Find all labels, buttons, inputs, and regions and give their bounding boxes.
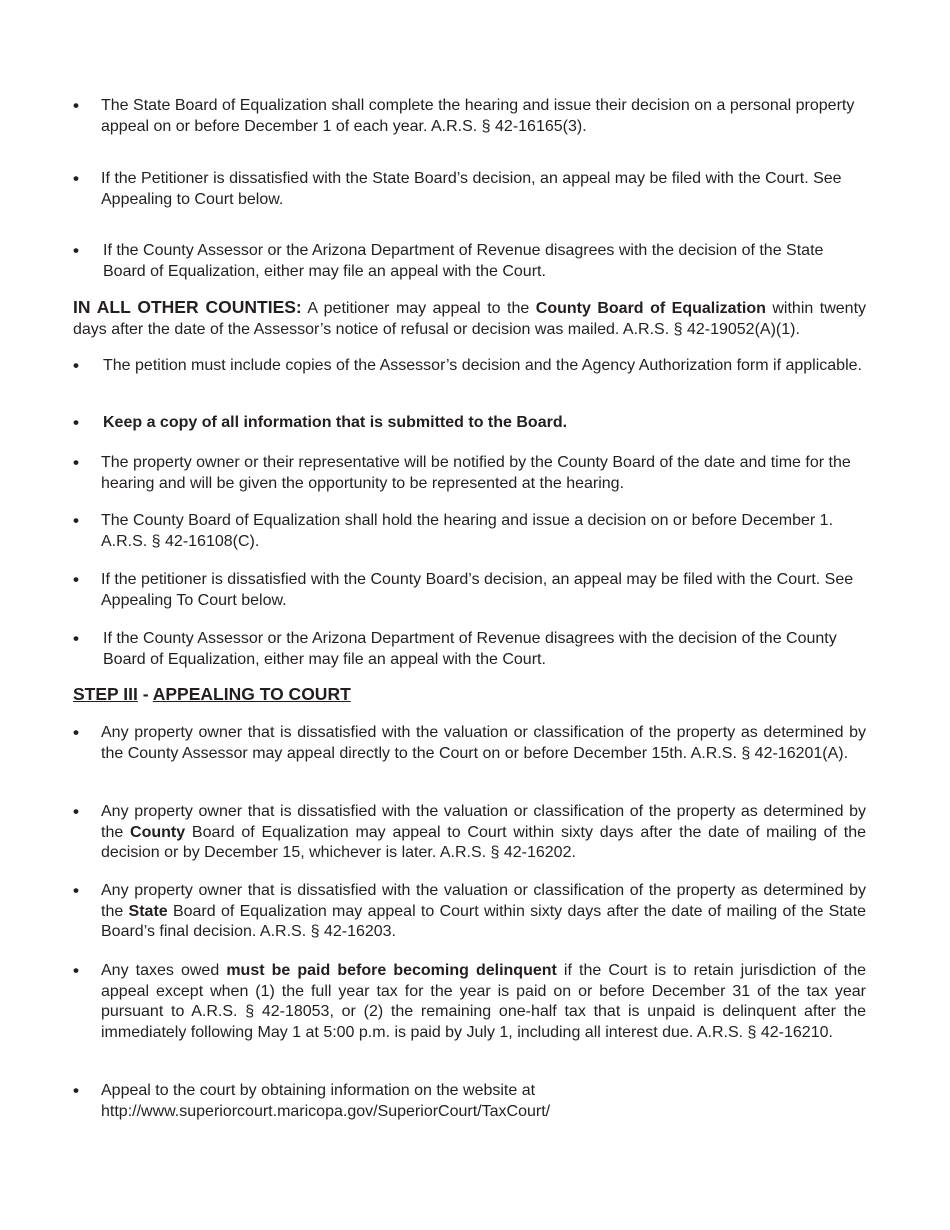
text-run: Board of Equalization may appeal to Court within sixty days after the date of mailing of the State Board’s final decision. A.R.S. § 42-16203. — [101, 902, 867, 940]
list-item-text: If the County Assessor or the Arizona Department of Revenue disagrees with the decision of the County Board of Equalization, either may file an appeal with the Court. — [103, 630, 837, 668]
bullet-marker: • — [73, 881, 79, 900]
list-item — [73, 169, 866, 210]
bullet-marker: • — [73, 241, 79, 260]
list-item — [73, 881, 866, 943]
bullet-marker: • — [73, 570, 79, 589]
list-item — [73, 241, 866, 282]
list-item — [73, 570, 866, 611]
other-counties-heading: IN ALL OTHER COUNTIES: — [73, 297, 302, 317]
list-item — [73, 96, 866, 137]
bold-term: County Board of Equalization — [535, 300, 766, 317]
list-item — [73, 511, 866, 552]
list-item-text: If the County Assessor or the Arizona Department of Revenue disagrees with the decision of the State Board of Equalization, either may file an appeal with the Court. — [103, 242, 824, 280]
list-item — [73, 961, 866, 1043]
list-item-text: If the Petitioner is dissatisfied with the State Board’s decision, an appeal may be filed with the Court. See Appealing to Court below. — [101, 170, 842, 208]
step3-label: STEP III — [73, 684, 138, 704]
list-item — [73, 453, 866, 494]
list-item-text — [101, 881, 866, 943]
bullet-marker: • — [73, 723, 79, 742]
bold-term: must be paid before becoming delinquent — [226, 962, 557, 979]
text-run: Any property owner that is dissatisfied with the valuation or classification of the property as determined by the — [101, 803, 866, 841]
step3-heading — [73, 684, 351, 705]
list-item-text: Any property owner that is dissatisfied with the valuation or classification of the property as determined by the County Assessor may appeal directly to the Court on or before December 15th. A.R.S. § 42-16201(A). — [101, 724, 866, 762]
bullet-marker: • — [73, 511, 79, 530]
list-item — [73, 356, 866, 377]
list-item-text: The property owner or their representative will be notified by the County Board of the date and time for the hearing and will be given the opportunity to be represented at the hearing. — [101, 454, 851, 492]
step3-separator: - — [137, 684, 153, 704]
bullet-marker: • — [73, 169, 79, 188]
list-item-text — [101, 1081, 866, 1122]
bold-term: County — [130, 823, 186, 841]
bold-term: State — [128, 902, 168, 920]
bullet-marker: • — [73, 356, 79, 375]
step3-title: APPEALING TO COURT — [152, 684, 351, 704]
bullet-marker: • — [73, 413, 79, 432]
text-run: Appeal to the court by obtaining information on the website at — [101, 1082, 536, 1099]
bullet-marker: • — [73, 96, 79, 115]
paragraph-text: within twenty days after the date of the Assessor’s notice of refusal or decision was mailed. A.R.S. § 42-19052(A)(1). — [73, 300, 867, 338]
tax-court-url: http://www.superiorcourt.maricopa.gov/SuperiorCourt/TaxCourt/ — [101, 1102, 551, 1120]
list-item — [73, 802, 866, 864]
list-item-text: If the petitioner is dissatisfied with the County Board’s decision, an appeal may be filed with the Court. See Appealing To Court below. — [101, 571, 854, 609]
bullet-marker: • — [73, 453, 79, 472]
text-run: Board of Equalization may appeal to Court within sixty days after the date of mailing of the decision or by December 15, whichever is later. A.R.S. § 42-16202. — [101, 823, 867, 861]
list-item-text: The County Board of Equalization shall hold the hearing and issue a decision on or before December 1. A.R.S. § 42-16108(C). — [101, 512, 834, 550]
text-run: Any property owner that is dissatisfied with the valuation or classification of the property as determined by the — [101, 882, 866, 920]
list-item-text: The petition must include copies of the Assessor’s decision and the Agency Authorization form if applicable. — [103, 357, 862, 374]
other-counties-paragraph — [73, 297, 866, 340]
bullet-marker: • — [73, 802, 79, 821]
list-item — [73, 629, 866, 670]
bullet-marker: • — [73, 961, 79, 980]
list-item — [73, 1081, 866, 1122]
list-item-text — [101, 802, 866, 864]
list-item — [73, 723, 866, 764]
list-item-text: The State Board of Equalization shall complete the hearing and issue their decision on a personal property appeal on or before December 1 of each year. A.R.S. § 42-16165(3). — [101, 97, 855, 135]
list-item-text — [101, 961, 866, 1043]
paragraph-text: A petitioner may appeal to the — [301, 300, 536, 317]
text-run: if the Court is to retain jurisdiction of the appeal except when (1) the full year tax for the year is paid on or before December 31 of the tax year pursuant to A.R.S. § 42-18053, or (2) the remaining one-half tax that is unpaid is delinquent after the immediately following May 1 at 5:00 p.m. is paid by July 1, including all interest due. A.R.S. § 42-16210. — [101, 962, 867, 1041]
text-run: Any taxes owed — [101, 962, 227, 979]
list-item — [73, 413, 866, 434]
list-item-text: Keep a copy of all information that is submitted to the Board. — [103, 414, 568, 431]
bullet-marker: • — [73, 629, 79, 648]
bullet-marker: • — [73, 1081, 79, 1100]
